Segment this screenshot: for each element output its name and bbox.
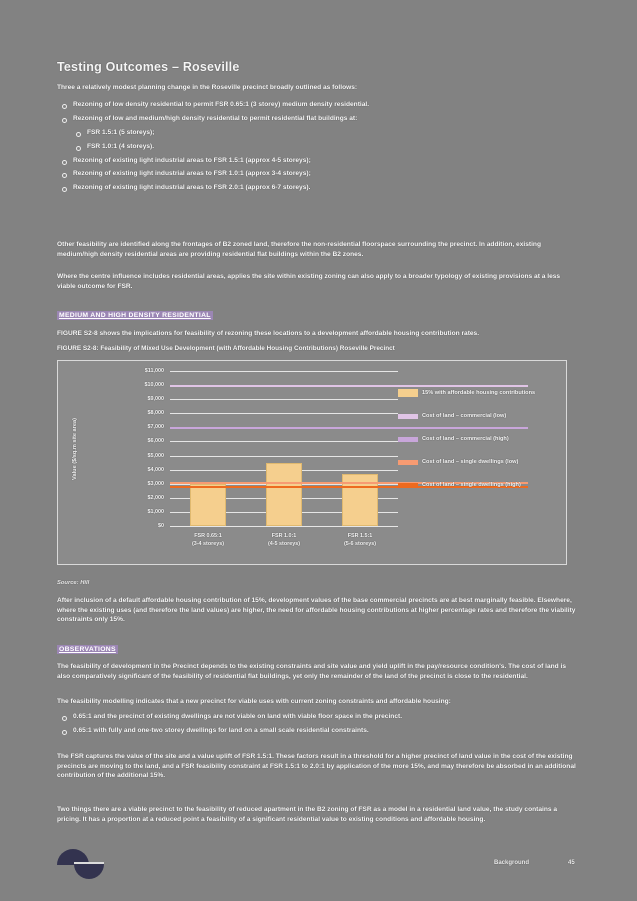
chart-reference-line [170,385,528,387]
bullet-item: FSR 1.5:1 (5 storeys); [57,128,580,138]
observations-paragraph-2: The feasibility modelling indicates that a new precinct for viable uses with current zoning constraints and affordable housing: [57,698,451,705]
section-heading-medium-high-density: MEDIUM AND HIGH DENSITY RESIDENTIAL [59,312,211,319]
bullet-list [57,100,580,197]
chart-legend-label: Cost of land – single dwellings (low) [422,459,519,466]
chart-gridline [170,399,398,400]
chart-y-tick-label: $8,000 [147,410,164,417]
chart-y-axis-title: Value ($/sq.m site area) [72,418,78,480]
figure-caption: FIGURE S2-8: Feasibility of Mixed Use Development (with Affordable Housing Contributions) Roseville Precinct [57,345,395,352]
chart-x-tick-label: FSR 1.5:1 (5-6 storeys) [343,533,377,548]
chart-y-tick-label: $6,000 [147,438,164,445]
chart-legend-swatch [398,460,418,465]
chart-legend-swatch [398,483,418,488]
chart-gridline [170,456,398,457]
paragraph-after-chart: After inclusion of a default affordable housing contribution of 15%, development values of the base commercial precincts are at best marginally feasible. Elsewhere, where the existing uses (and therefore the land values) are higher, the need for affordable housing contributions at higher percentage rates and therefore the viability constraints only 15%. [57,597,576,624]
chart-bar [266,463,302,526]
bullet-item: Rezoning of low density residential to permit FSR 0.65:1 (3 storey) medium density residential. [57,100,580,110]
observations-bullet-list [57,712,580,740]
chart-y-tick-label: $0 [158,523,164,529]
chart-legend-label: Cost of land – commercial (low) [422,413,507,420]
chart-legend-item [398,435,563,443]
paragraph-second: Where the centre influence includes residential areas, applies the site within existing zoning can also apply to a broader typology of existing provisions at a less viable outcome for FSR. [57,273,561,290]
chart-y-tick-label: $5,000 [147,452,164,459]
intro-paragraph: Three a relatively modest planning change in the Roseville precinct broadly outlined as follows: [57,84,358,91]
chart-legend-item [398,389,563,397]
chart-legend-swatch [398,414,418,419]
bullet-item: Rezoning of existing light industrial areas to FSR 1.5:1 (approx 4-5 storeys); [57,156,580,166]
chart-source: Source: Hill [57,580,90,586]
observations-paragraph-1: The feasibility of development in the Precinct depends to the existing constraints and site value and yield uplift in the pay/resource condition's. The cost of land is also comparatively significant of the feasibility of residential flat buildings, yet only the remainder of the land of the precinct is close to the residential. [57,663,567,680]
footer-label: Background [494,860,530,866]
chart-legend-item [398,412,563,420]
footer-page-number: 45 [568,860,575,866]
chart-gridline [170,371,398,372]
chart-gridline [170,413,398,414]
closing-paragraph-1: The FSR captures the value of the site and a value uplift of FSR 1.5:1. These factors result in a threshold for a higher precinct of land value in the cost of the existing precincts are moving to the land, and a FSR feasibility constraint at FSR 1.5:1 to 2.0:1 by application of the more 15%, and may therefore be absorbed in an additional contribution of the additional 15%. [57,753,576,780]
page-title: Testing Outcomes – Roseville [57,60,240,74]
observations-heading: OBSERVATIONS [59,646,116,653]
figure-intro-paragraph: FIGURE S2-8 shows the implications for feasibility of rezoning these locations to a development affordable housing contribution rates. [57,330,480,337]
chart-legend-swatch [398,437,418,442]
chart-y-tick-label: $4,000 [147,466,164,473]
chart-bar [190,484,226,526]
logo-bottom-shape [74,862,104,879]
bullet-item: Rezoning of existing light industrial areas to FSR 1.0:1 (approx 3-4 storeys); [57,169,580,179]
chart-gridline [170,526,398,527]
chart-y-tick-label: $2,000 [147,494,164,501]
chart-y-tick-label: $3,000 [147,480,164,487]
bullet-item: Rezoning of existing light industrial areas to FSR 2.0:1 (approx 6-7 storeys). [57,183,580,193]
chart-legend-label: Cost of land – single dwellings (high) [422,482,521,489]
chart-x-tick-label: FSR 0.65:1 (3-4 storeys) [191,533,225,548]
organisation-logo [57,849,105,875]
observation-bullet-item: 0.65:1 with fully and one-two storey dwellings for land on a small scale residential constraints. [57,726,580,736]
chart-plot-area [144,368,398,548]
chart-legend-swatch [398,389,418,397]
chart-x-tick-label: FSR 1.0:1 (4-5 storeys) [267,533,301,548]
chart-gridline [170,441,398,442]
chart-container [57,360,567,565]
closing-paragraph-2: Two things there are a viable precinct to the feasibility of reduced apartment in the B2 zoning of FSR as a model in a residential land value, the study contains a pricing. It has a proportion at a reduced point a feasibility of a significant residential value to existing conditions and affordable housing. [57,806,558,823]
chart-legend-item [398,458,563,466]
chart-legend [398,389,563,505]
chart-legend-label: Cost of land – commercial (high) [422,436,509,443]
paragraph-after-bullets: Other feasibility are identified along the frontages of B2 zoned land, therefore the non-residential floorspace surrounding the precinct. In addition, existing medium/high density residential areas are providing residential flat buildings within the B2 zones. [57,241,541,258]
observation-bullet-item: 0.65:1 and the precinct of existing dwellings are not viable on land with viable floor space in the precinct. [57,712,580,722]
chart-y-tick-label: $7,000 [147,424,164,431]
chart-legend-label: 15% with affordable housing contributions [422,390,536,396]
chart-legend-item [398,481,563,489]
bullet-item: Rezoning of low and medium/high density residential to permit residential flat buildings at: [57,114,580,124]
chart-y-tick-label: $1,000 [147,508,164,515]
chart-y-tick-label: $9,000 [147,396,164,403]
bullet-item: FSR 1.0:1 (4 storeys). [57,142,580,152]
chart-y-tick-label: $11,000 [144,368,164,374]
chart-y-tick-label: $10,000 [144,382,164,389]
